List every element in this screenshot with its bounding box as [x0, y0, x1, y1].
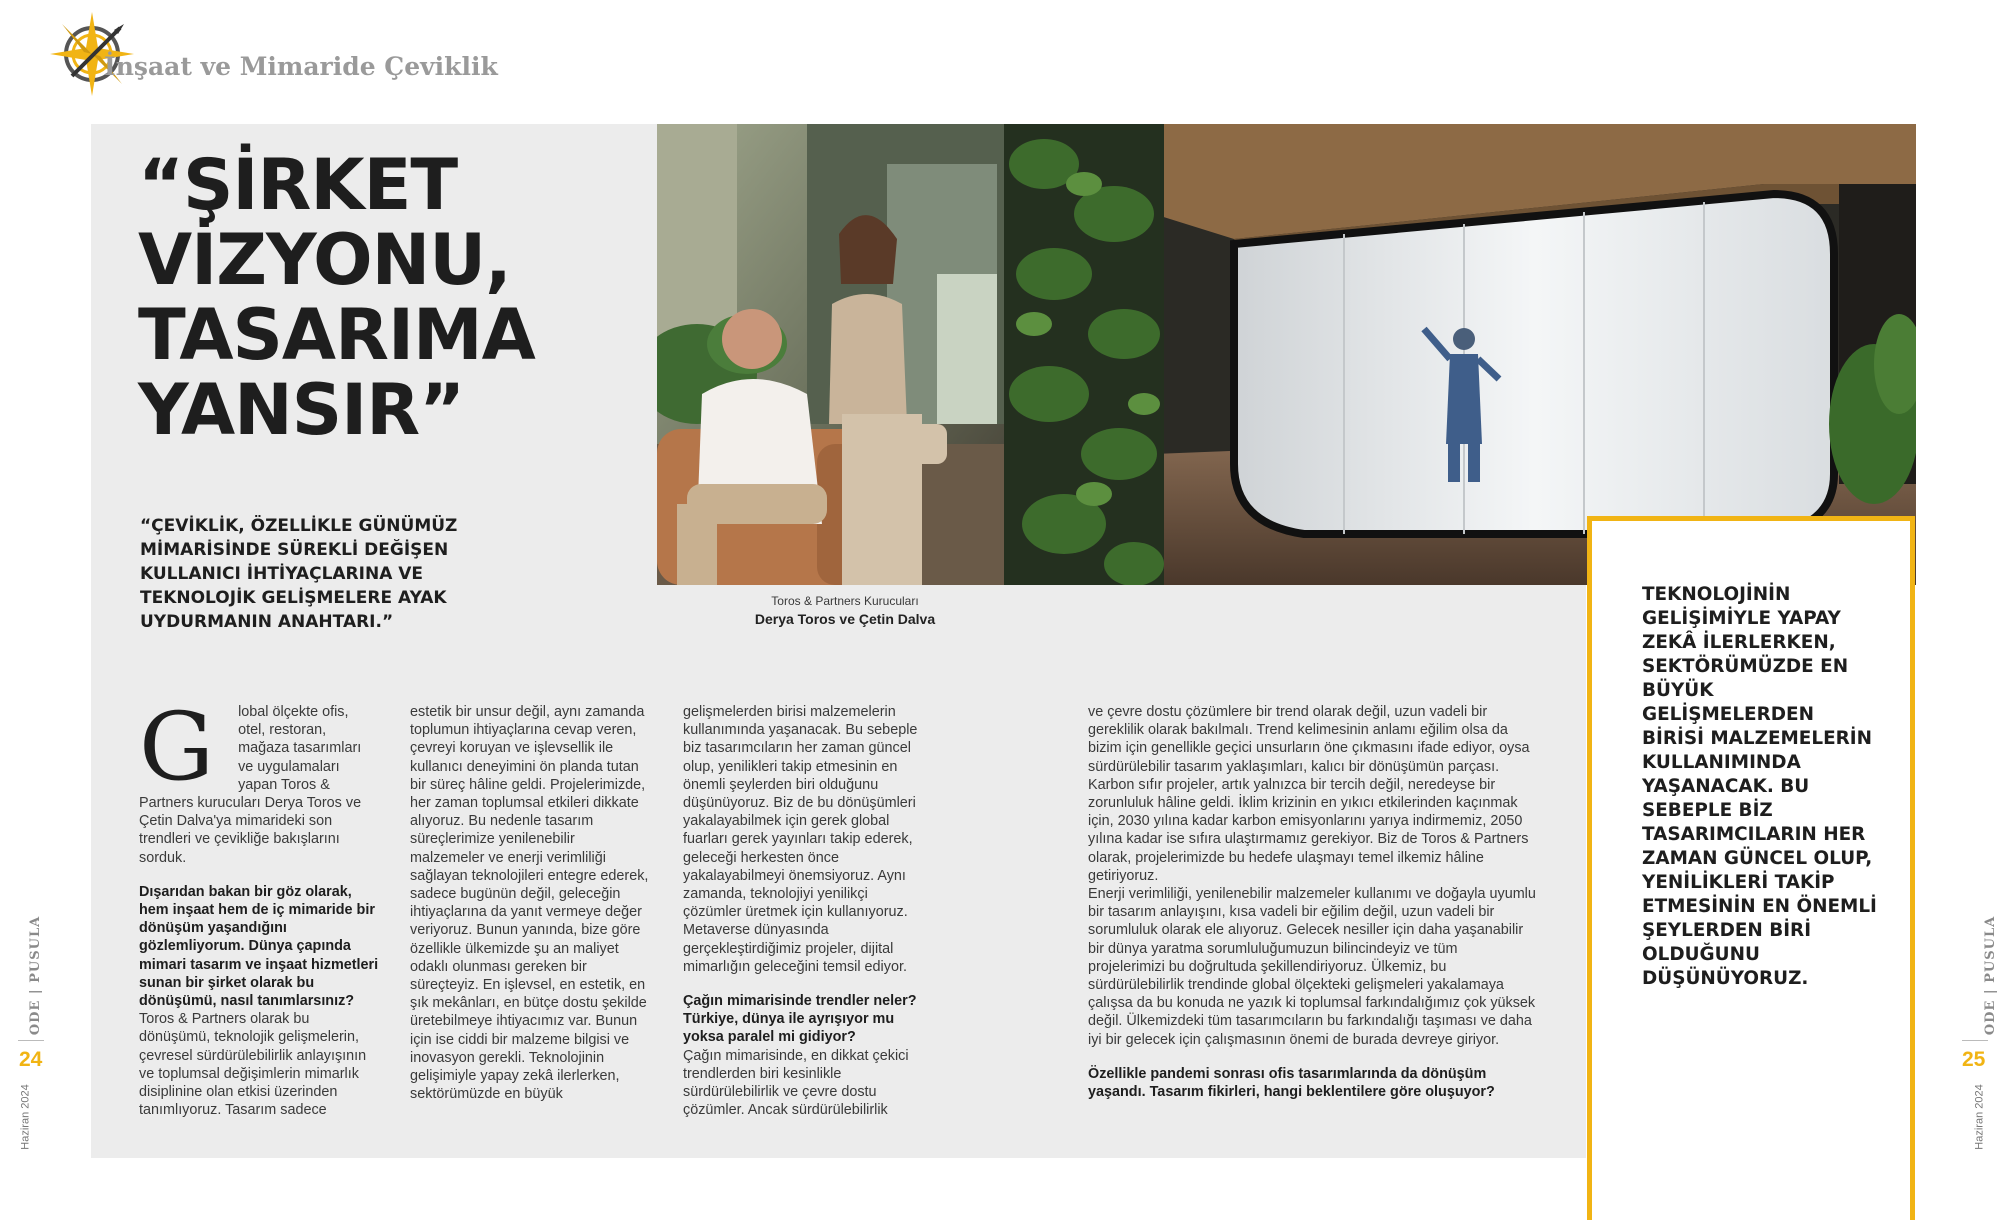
interview-answer: Toros & Partners olarak bu dönüşümü, teknolojik gelişmelerin, çevresel sürdürülebilirlik anlayışının ve toplumsal değişimlerin mimarlık disiplinine olan etkisi üzerinden tanımlıyoruz. Tasarım sadece: [139, 1011, 367, 1119]
interview-answer: Çağın mimarisinde, en dikkat çekici trendlerden biri kesinlikle sürdürülebilirlik ve çevre dostu çözümler. Ancak sürdürülebilirlik: [683, 1047, 909, 1119]
drop-cap: G: [139, 693, 215, 802]
left-margin-brand: ODE | PUSULA: [28, 915, 44, 1036]
headline-line: “ŞİRKET: [138, 144, 458, 226]
article-column-1: [139, 693, 379, 1119]
right-margin-date: Haziran 2024: [1973, 1084, 1986, 1150]
article-column-3: [683, 703, 923, 1119]
headline-line: YANSIR”: [138, 369, 465, 451]
right-margin-brand: ODE | PUSULA: [1983, 915, 1999, 1036]
article-intro: lobal ölçekte ofis, otel, restoran, mağaza tasarımları ve uygulamaları yapan Toros & Partners kurucuları Derya Toros ve Çetin Dalva'ya mimarideki son trendleri ve çevikliğe bakışlarını sorduk.: [139, 704, 362, 866]
headline-line: TASARIMA: [138, 294, 535, 376]
caption-role: Toros & Partners Kurucuları: [771, 594, 919, 608]
interview-answer: estetik bir unsur değil, aynı zamanda toplumun ihtiyaçlarına cevap veren, çevreyi koruyan ve işlevsellik ile kullanıcı deneyimini ön planda tutan bir süreç hâline geldi. Projelerimizde, her zaman toplumsal etkileri dikkate alıyoruz. Bu nedenle tasarım süreçlerimize yenilenebilir malzemeler ve enerji verimliliği sağlayan teknolojileri entegre ederek, sadece bugünün değil, geleceğin ihtiyaçlarına da yanıt vermeye değer veriyoruz. Bunun yanında, bize göre özellikle ülkemizde şu an maliyet odaklı olunması gereken bir süreçteyiz. En işlevsel, en estetik, en şık mekânları, en bütçe dostu şekilde üretebilmeye ihtiyacımız var. Bunun için ise ciddi bir malzeme bilgisi ve inovasyon gerekli. Teknolojinin gelişimiyle yapay zekâ ilerlerken, sektörümüzde en büyük: [410, 704, 649, 1103]
section-title: İnşaat ve Mimaride Çeviklik: [104, 52, 498, 81]
caption-names: Derya Toros ve Çetin Dalva: [754, 611, 936, 627]
interview-question: Dışarıdan bakan bir göz olarak, hem inşaat hem de iç mimaride bir dönüşüm yaşandığını gözlemliyorum. Dünya çapında mimari tasarım ve inşaat hizmetleri sunan bir şirket olarak bu dönüşümü, nasıl tanımlarsınız?: [139, 883, 379, 1010]
founders-photo: [657, 124, 1004, 585]
interview-question: Çağın mimarisinde trendler neler? Türkiye, dünya ile ayrışıyor mu yoksa paralel mi gidiyor?: [683, 993, 917, 1046]
right-margin-divider: [1962, 1040, 1988, 1041]
left-margin-date: Haziran 2024: [19, 1084, 32, 1150]
left-margin-divider: [18, 1040, 44, 1041]
interview-answer: ve çevre dostu çözümlere bir trend olarak değil, uzun vadeli bir gereklilik olarak bakılmalı. Trend kelimesinin anlamı eğilim olsa da bizim için genellikle geçici unsurların öne çıkmasını ifade ediyor, oysa sürdürülebilir tasarım yaklaşımları, kalıcı bir dönüşümün parçası. Karbon sıfır projeler, artık yalnızca bir tercih değil, neredeyse bir zorunluluk hâline geldi. İklim krizinin en yıkıcı etkilerinden kaçınmak için, 2030 yılına kadar karbon emisyonlarını yarıya indirmemiz, 2050 yılına kadar ise sıfıra ulaştırmamız gerekiyor. Biz de Toros & Partners olarak, projelerimizde bu hedefe ulaşmayı temel ilkemiz hâline getiriyoruz.: [1088, 704, 1530, 884]
pull-quote: “ÇEVİKLİK, ÖZELLİKLE GÜNÜMÜZ MİMARİSİNDE SÜREKLİ DEĞİŞEN KULLANICI İHTİYAÇLARINA VE TEKNOLOJİK GELİŞMELERE AYAK UYDURMANIN ANAHTARI.”: [140, 516, 458, 632]
photo-caption: [620, 592, 1070, 628]
article-column-4: [1088, 703, 1538, 1101]
highlight-quote: TEKNOLOJİNİN GELİŞİMİYLE YAPAY ZEKÂ İLERLERKEN, SEKTÖRÜMÜZDE EN BÜYÜK GELİŞMELERDEN BİRİSİ MALZEMELERİN KULLANIMINDA YAŞANACAK. BU SEBEPLE BİZ TASARIMCILARIN HER ZAMAN GÜNCEL OLUP, YENİLİKLERİ TAKİP ETMESİNİN EN ÖNEMLİ ŞEYLERDEN BİRİ OLDUĞUNU DÜŞÜNÜYORUZ.: [1642, 584, 1877, 989]
headline-line: VİZYONU,: [138, 219, 511, 301]
interview-answer: Enerji verimliliği, yenilenebilir malzemeler kullanımı ve doğayla uyumlu bir tasarım anlayışını, kısa vadeli bir eğilim değil, uzun vadeli bir sorumluluk olarak ele alıyoruz. Gelecek nesiller için daha yaşanabilir bir dünya yaratma sorumluluğumuzun bilincindeyiz ve tüm projelerimizi bu doğrultuda şekillendiriyoruz. Ülkemiz, bu sürdürülebilirlik trendinde global ölçekteki gelişmeleri yakalamaya çalışsa da bu konuda ne yazık ki toplumsal farkındalığımız çok yüksek değil. Ülkemizdeki tüm tasarımcıların bu farkındalığı taşıması ve daha iyi bir gelecek için çalışmasının önemi de burada devreye giriyor.: [1088, 886, 1536, 1048]
headline: [138, 144, 678, 451]
article-column-2: [410, 703, 650, 1103]
left-page-number: 24: [19, 1048, 43, 1071]
interview-question: Özellikle pandemi sonrası ofis tasarımlarında da dönüşüm yaşandı. Tasarım fikirleri, hangi beklentilere göre oluşuyor?: [1088, 1065, 1495, 1101]
interview-answer: gelişmelerden birisi malzemelerin kullanımında yaşanacak. Bu sebeple biz tasarımcıların her zaman güncel olup, yenilikleri takip etmesinin en önemli şeylerden biri olduğunu düşünüyoruz. Biz de bu dönüşümleri yakalayabilmek için gerek global fuarları gerek yayınları takip ederek, geleceği herkesten önce yakalayabilmeyi önemsiyoruz. Aynı zamanda, teknolojiyi yenilikçi çözümler üretmek için kullanıyoruz. Metaverse dünyasında gerçekleştirdiğimiz projeler, dijital mimarlığın geleceğini temsil ediyor.: [683, 704, 918, 975]
right-page-number: 25: [1962, 1048, 1986, 1071]
